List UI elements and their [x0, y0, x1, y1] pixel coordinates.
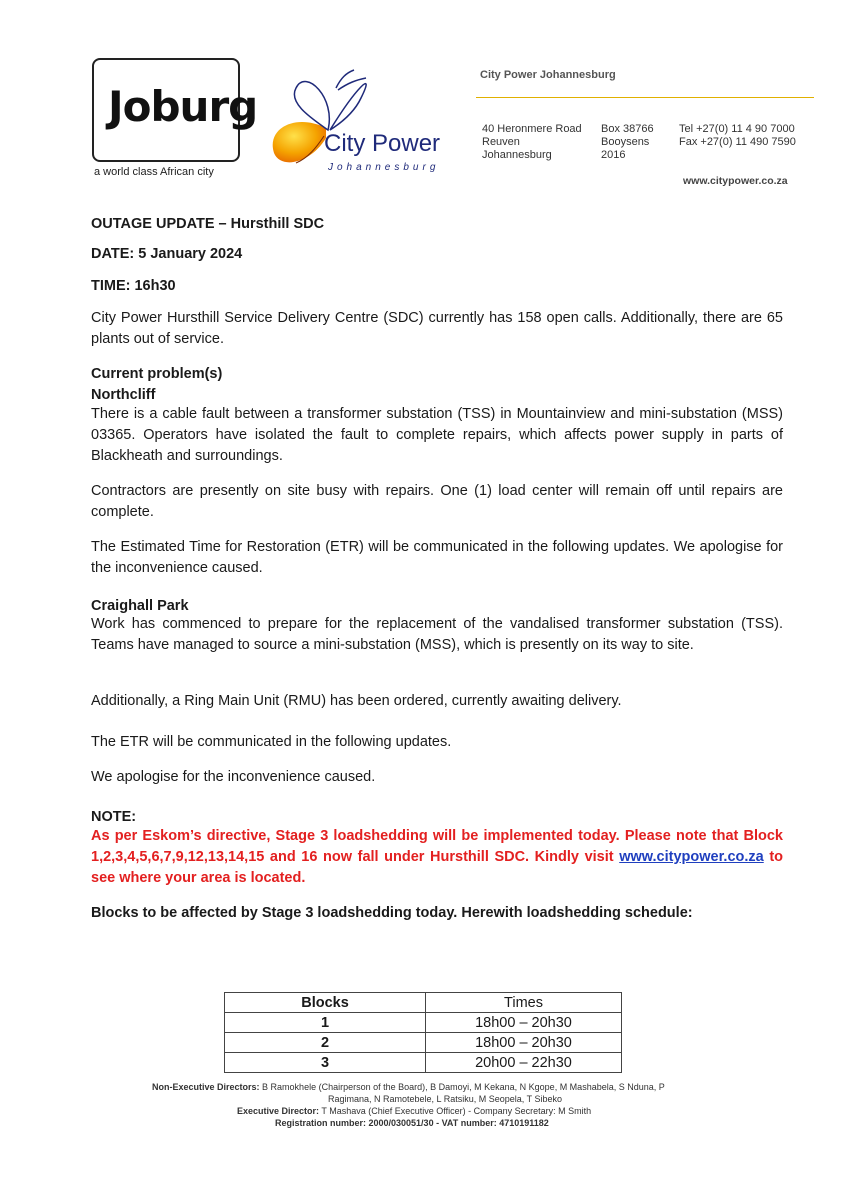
city-power-logo-sub: Johannesburg: [328, 162, 440, 173]
craighall-paragraph-2: Additionally, a Ring Main Unit (RMU) has been ordered, currently awaiting delivery.: [91, 693, 622, 709]
header-company-name: City Power Johannesburg: [480, 69, 616, 81]
address-line: Reuven: [482, 136, 520, 148]
header-website-link[interactable]: www.citypower.co.za: [683, 175, 788, 187]
table-row: [225, 1013, 622, 1033]
footer-registration: Registration number: 2000/030051/30 - VAT number: 4710191182: [275, 1118, 549, 1128]
intro-paragraph: City Power Hursthill Service Delivery Centre (SDC) currently has 158 open calls. Additionally, there are 65 plants out of service.: [91, 310, 783, 347]
footer-exec: [237, 1105, 591, 1117]
craighall-paragraph-4: We apologise for the inconvenience caused.: [91, 769, 376, 785]
note-paragraph: [91, 826, 783, 889]
address-line: Box 38766: [601, 123, 654, 135]
note-text-end: to see where your area is located.: [91, 849, 784, 886]
table-row: [225, 1033, 622, 1053]
joburg-logo-text: Joburg: [108, 82, 258, 131]
note-website-link[interactable]: www.citypower.co.za: [619, 849, 764, 865]
tel-line: Tel +27(0) 11 4 90 7000: [679, 123, 795, 135]
block-cell: 2: [225, 1033, 426, 1053]
address-line: Booysens: [601, 136, 650, 148]
footer-exec-text: T Mashava (Chief Executive Officer) - Company Secretary: M Smith: [321, 1106, 592, 1116]
footer-exec-label: Executive Director:: [237, 1106, 320, 1116]
address-contact: [679, 123, 796, 149]
time-cell: 18h00 – 20h30: [426, 1013, 622, 1033]
northcliff-paragraph-3: The Estimated Time for Restoration (ETR) will be communicated in the following updates. We apologise for the inconvenience caused.: [91, 539, 783, 576]
footer-ne-line1: B Ramokhele (Chairperson of the Board), B Damoyi, M Kekana, N Kgope, M Mashabela, S Nduna, P: [262, 1082, 665, 1092]
joburg-tagline: a world class African city: [94, 166, 214, 178]
address-line: 40 Heronmere Road: [482, 123, 582, 135]
table-header-row: [225, 993, 622, 1013]
time-cell: 20h00 – 22h30: [426, 1053, 622, 1073]
address-line: Johannesburg: [482, 149, 552, 161]
northcliff-heading: Northcliff: [91, 387, 156, 403]
note-heading: NOTE:: [91, 809, 137, 825]
table-row: [225, 1053, 622, 1073]
northcliff-paragraph-2: Contractors are presently on site busy with repairs. One (1) load center will remain off until repairs are complete.: [91, 483, 783, 520]
craighall-paragraph-3: The ETR will be communicated in the following updates.: [91, 734, 452, 750]
header-divider: [476, 97, 814, 98]
address-postal: [601, 123, 654, 162]
northcliff-paragraph-1: There is a cable fault between a transformer substation (TSS) in Mountainview and mini-substation (MSS) 03365. Operators have isolated the fault to complete repairs, which affects power supply in parts of Blackheath and surroundings.: [91, 406, 783, 464]
footer-ne-label: Non-Executive Directors:: [152, 1082, 260, 1092]
time-cell: 18h00 – 20h30: [426, 1033, 622, 1053]
document-time: TIME: 16h30: [91, 278, 176, 294]
loadshedding-schedule-table: [224, 992, 622, 1073]
document-title: OUTAGE UPDATE – Hursthill SDC: [91, 216, 325, 232]
column-header-times: Times: [426, 993, 622, 1013]
blocks-heading: Blocks to be affected by Stage 3 loadshedding today. Herewith loadshedding schedule:: [91, 905, 693, 921]
document-date: DATE: 5 January 2024: [91, 246, 243, 262]
fax-line: Fax +27(0) 11 490 7590: [679, 136, 796, 148]
city-power-logo-name: City Power: [324, 130, 441, 157]
address-line: 2016: [601, 149, 626, 161]
craighall-heading: Craighall Park: [91, 598, 189, 614]
footer-ne-directors: [152, 1081, 665, 1093]
column-header-blocks: Blocks: [225, 993, 426, 1013]
address-street: [482, 123, 582, 162]
note-text: As per Eskom’s directive, Stage 3 loadshedding will be implemented today. Please note that Block 1,2,3,4,5,6,7,9,12,13,14,15 and 16 now fall under Hursthill SDC. Kindly visit: [91, 828, 783, 865]
footer-ne-line2: Ragimana, N Ramotebele, L Ratsiku, M Seopela, T Sibeko: [328, 1094, 562, 1104]
block-cell: 1: [225, 1013, 426, 1033]
craighall-paragraph-1: Work has commenced to prepare for the replacement of the vandalised transformer substation (TSS). Teams have managed to source a mini-substation (MSS), which is presently on its way to site.: [91, 616, 783, 653]
block-cell: 3: [225, 1053, 426, 1073]
current-problems-heading: Current problem(s): [91, 366, 223, 382]
